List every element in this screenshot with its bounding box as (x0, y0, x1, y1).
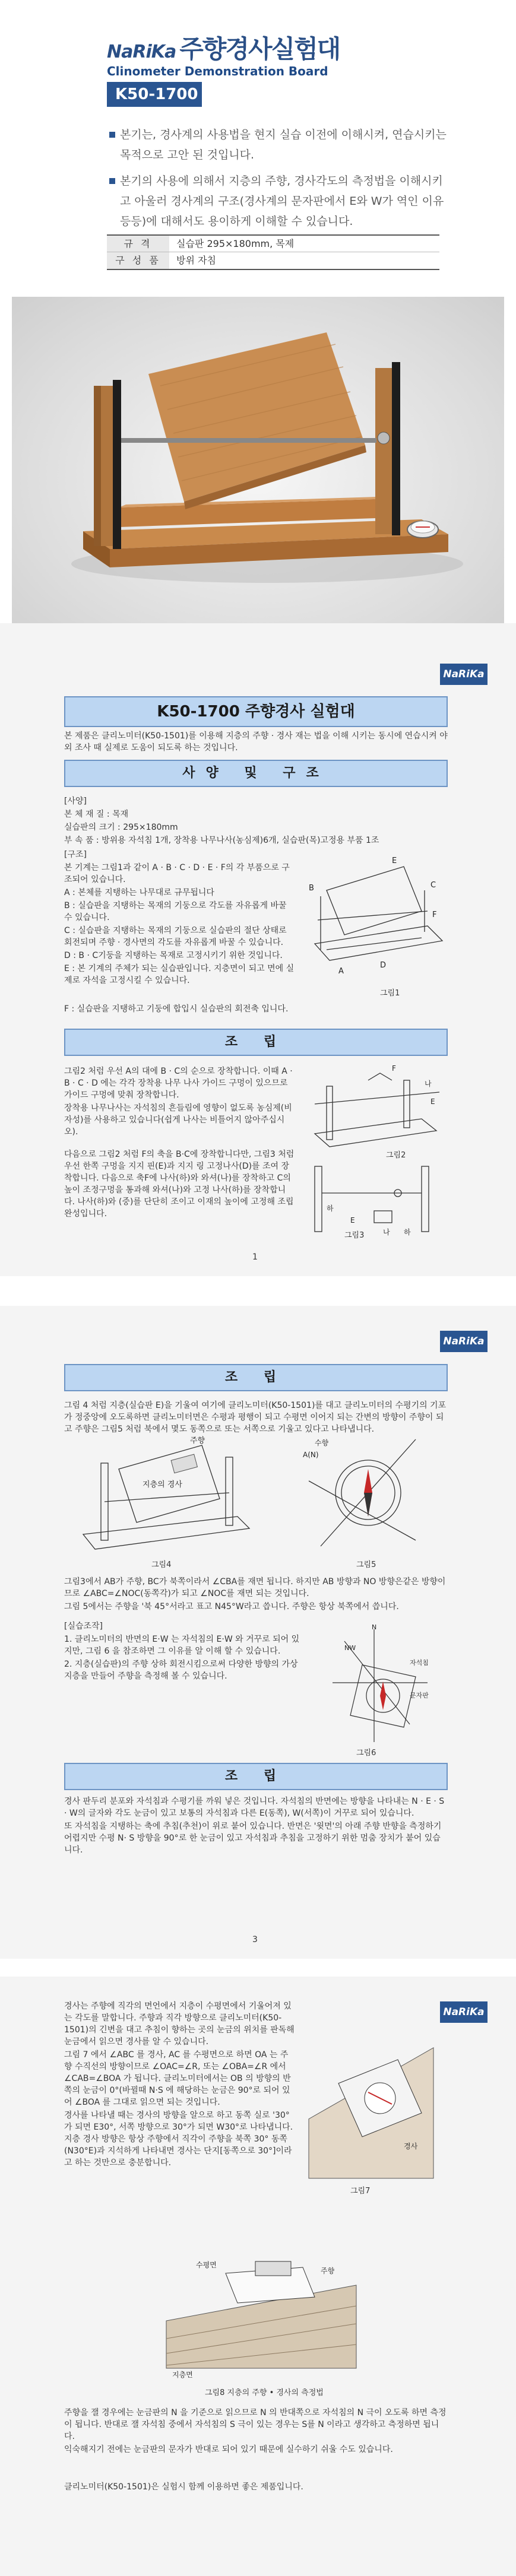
manual-page-3 (0, 1977, 516, 2576)
structure-heading: [구조] (64, 850, 87, 859)
structure-line: A : 본체를 지탱하는 나무대로 규무됩니다 (64, 888, 214, 897)
figure-8-label-strike: 주향 (321, 2267, 335, 2275)
section-heading-assembly: 조 립 (64, 1364, 448, 1391)
svg-text:하: 하 (404, 1228, 411, 1236)
assembly-line: 그림2 처럼 우선 A의 대에 B · C의 순으로 장착합니다. 이때 A · B · C · D 에는 각각 장착용 나무 나사 가이드 구멍이 있으므로 가이드 구멍에 맞춰 장착합니다. (64, 1067, 293, 1100)
svg-text:나: 나 (425, 1080, 432, 1088)
figure-1-caption: 그림1 (380, 989, 400, 998)
figure-6-label-dial: 문자판 (410, 1692, 429, 1699)
assembly-line: 경사 판두리 분포와 자석침과 수평기를 까워 넣은 것입니다. 자석침의 반면에는 방향을 나타내는 N · E · S · W의 글자와 각도 눈금이 있고 보통의 자석침과 다른 E(동쪽), W(서쪽)이 거꾸로 되어 있습니다. (64, 1797, 445, 1818)
spec-row (107, 236, 439, 252)
page-number: 1 (252, 1252, 258, 1262)
svg-text:하: 하 (327, 1204, 334, 1213)
svg-text:E: E (392, 856, 397, 865)
spec-line: 본 체 재 질 : 목재 (64, 810, 129, 819)
page3-footer-note: 클리노미터(K50-1501)은 실험시 함께 이용하면 좋은 제품입니다. (64, 2482, 303, 2492)
structure-line-f: F : 실습판을 지탱하고 기둥에 합입시 실습판의 회전축 입니다. (64, 1004, 289, 1014)
page2-assembly-text (64, 1795, 448, 1857)
figure-6-label-needle: 자석침 (410, 1659, 429, 1667)
practice-heading: [실습조작] (64, 1622, 103, 1631)
assembly-line: 다음으로 그림2 처럼 F의 축을 B·C에 장착합니다만, 그림3 처럼 우선 한쪽 구멍을 지지 핀(E)과 지지 링 고정나사(D)를 조여 장착합니다. 다음으로 축F에 나사(하)와 와셔(나)를 장착하고 C의 높이 조정구멍을 통과해 와셔(나)와 고정 나사(하)를 장착합니다. 나사(하)와 (중)를 단단히 조이고 이재의 높이에 고정해 조립 완성입니다. (64, 1150, 295, 1219)
assembly-line: 또 자석침을 지탱하는 축에 추침(추천)이 위로 붙어 있습니다. 반면은 '윗면'의 아래 주향 반향을 측정하기 어렵지만 수평 N· S 방향을 90°로 한 눈금이 있고 자석침과 추침을 고정하기 위한 멈춤 장치가 붙어 있습니다. (64, 1822, 442, 1855)
figure-2-diagram (303, 1062, 445, 1151)
body-line: 경사는 주향에 직각의 면언에서 지층이 수평면에서 기울어져 있는 각도를 말합니다. 주향과 직각 방향으로 클리노미터(K50-1501)의 긴변을 대고 추침이 향하는 곳의 눈금의 위치를 판독해 눈금에서 읽으면 경사를 알 수 있습니다. (64, 2001, 295, 2047)
figure-5-label-a: A(N) (303, 1451, 319, 1459)
page3-closing-text (64, 2407, 448, 2457)
figure-6-label-nw: NW (344, 1644, 356, 1652)
assembly-text-2 (64, 1149, 296, 1221)
spec-row (107, 252, 439, 269)
intro-item: 본기의 사용에 의해서 지층의 주향, 경사각도의 측정법을 이해시키고 아울러 경사계의 구조(경사계의 문자판에서 E와 W가 역인 이유 등등)에 대해서도 용이하게 이해할 수 있습니다. (107, 171, 451, 231)
narika-tab: NaRiKa (440, 664, 487, 685)
spec-key: 규 격 (107, 236, 169, 252)
figure-8-diagram (160, 2250, 362, 2380)
figure-3-diagram (303, 1160, 445, 1238)
model-badge: K50-1700 (107, 82, 202, 107)
figure-6-caption: 그림6 (356, 1749, 376, 1757)
spec-value: 실습판 295×180mm, 목제 (176, 238, 295, 249)
svg-text:F: F (392, 1064, 396, 1073)
intro-item: 본기는, 경사계의 사용법을 현지 실습 이전에 이해시켜, 연습시키는 목적으로 고안 된 것입니다. (107, 125, 451, 165)
section-heading-assembly-2: 조 립 (64, 1763, 448, 1790)
figure-5-caption: 그림5 (356, 1560, 376, 1569)
product-photo (12, 297, 504, 623)
page2-lead: 그림 4 처럼 지층(실습판 E)을 기울여 여기에 클리노미터(K50-1501)를 대고 클리노미터의 수평기의 기포가 정중앙에 오도록하면 클리노미터면은 수평과 평행이 되고 수평면 이어지 되는 간변의 방향이 주향이 되고 주향은 그림5 처럼 북에서 몇도 동쪽으로 또는 서쪽으로 기울고 있다고 나타냅니다. (64, 1401, 447, 1434)
assembly-text-1 (64, 1065, 296, 1139)
spec-line: 부 속 품 : 방위용 자석침 1개, 장착용 나무나사(농심제)6개, 실습판(목)고정용 부품 1조 (64, 836, 379, 845)
product-header (0, 0, 516, 303)
structure-line: C : 실습판을 지탱하는 목재의 기둥으로 실습판의 절단 상태로 회전되며 주향 · 경사면의 각도를 자유롭게 바꿀 수 있습니다. (64, 926, 287, 947)
svg-text:E: E (430, 1097, 435, 1106)
figure-7-diagram (303, 2030, 439, 2184)
figure-4-label-dip: 지층의 경사 (143, 1480, 182, 1489)
figure-1-diagram (303, 855, 445, 991)
manual-title: K50-1700 주향경사 실험대 (64, 696, 448, 727)
closing-line: 익숙해지기 전에는 눈금판의 문자가 반대로 되어 있기 때문에 실수하기 쉬울 수도 있습니다. (64, 2445, 393, 2454)
page3-body-text (64, 2000, 296, 2170)
svg-text:A: A (338, 967, 344, 976)
spec-value: 방위 자침 (176, 255, 216, 266)
structure-line: E : 본 기계의 주체가 되는 실습판입니다. 지층면이 되고 면에 실제로 자석을 고정시킬 수 있습니다. (64, 964, 295, 985)
brand-logo: NaRiKa (107, 42, 176, 62)
figure-6-label-n: N (372, 1623, 377, 1631)
assembly-line: 장착용 나무나사는 자석침의 흔들림에 영향이 없도록 농심제(비자성)를 사용하고 있습니다(쉽게 나사는 비틀어지 않아주십시오). (64, 1103, 292, 1137)
practice-line: 2. 지층(실습판)의 주향 상하 회전시킴으로써 다양한 방향의 가상 지층을 만들어 주향을 측정해 볼 수 있습니다. (64, 1660, 298, 1681)
figure-5-diagram (297, 1427, 428, 1558)
figure-3-caption: 그림3 (344, 1231, 365, 1240)
clinometer-board-illustration (12, 297, 504, 623)
figure-4-label-strike: 주향 (190, 1436, 205, 1445)
structure-line: 본 기계는 그림1과 같이 A · B · C · D · E · F의 각 부품으로 구조되어 있습니다. (64, 863, 290, 884)
product-english-title: Clinometer Demonstration Board (107, 64, 328, 78)
section-heading-spec: 사양 및 구조 (64, 760, 448, 787)
page2-mid-text (64, 1576, 448, 1614)
structure-line: D : B · C기둥을 지탱하는 목재로 고정시키기 위한 것입니다. (64, 951, 283, 960)
svg-text:B: B (309, 884, 314, 893)
product-korean-title: 주향경사실험대 (179, 34, 340, 64)
svg-text:E: E (350, 1216, 355, 1224)
manual-page-1 (0, 623, 516, 1276)
spec-table (107, 234, 439, 270)
figure-6-diagram (321, 1623, 439, 1745)
narika-tab: NaRiKa (440, 1331, 487, 1352)
manual-lead: 본 제품은 클리노미터(K50-1501)를 이용해 지층의 주향 · 경사 재는 법을 이해 시키는 동시에 연습시켜 야외 조사 때 실제로 도움이 되도록 하는 것입니다. (64, 731, 448, 753)
mid-line: 그림 5에서는 주향을 '북 45°서라고 표고 N45°W라고 씁니다. 주향은 항상 북쪽에서 씁니다. (64, 1602, 399, 1611)
manual-page-2 (0, 1306, 516, 1959)
structure-section (64, 849, 296, 988)
practice-line: 1. 클리노미터의 반면의 E·W 는 자석침의 E·W 와 거꾸로 되어 있지만, 그림 6 을 참조하면 그 이유를 알 이해 할 수 있습니다. (64, 1635, 300, 1656)
mid-line: 그림3에서 AB가 주향, BC가 북쪽이라서 ∠CBA를 재면 됩니다. 하지만 AB 방향과 NO 방향은같은 방향이므로 ∠ABC=∠NOC(동쪽각)가 되고 ∠NOC를 재면 되는 것입니다. (64, 1577, 446, 1598)
svg-text:D: D (380, 961, 387, 970)
figure-8-label-plane: 수평면 (196, 2261, 217, 2269)
figure-8-label-layer: 지층면 (172, 2371, 193, 2379)
body-line: 경사를 나타낼 때는 경사의 방향을 알으로 하고 동쪽 실로 '30°가 되면 E30°, 서쪽 방향으로 30°가 되면 W30°로 나타냅니다. 지층 경사 방향은 항상 주향에서 직각이 주향을 북쪽 30° 동쪽(N30°E)과 지석하게 나타내면 경사는 단지[동쪽으로 30°]이라고 하는 것만으로 충분합니다. (64, 2111, 293, 2168)
figure-2-caption: 그림2 (386, 1151, 406, 1160)
figure-4-diagram (71, 1433, 261, 1558)
svg-text:C: C (430, 881, 436, 890)
figure-5-label-strike: 수향 (315, 1439, 329, 1447)
figure-7-label-dip: 경사 (404, 2142, 418, 2150)
svg-text:F: F (432, 911, 437, 919)
page-number: 3 (252, 1935, 258, 1944)
spec-heading: [사양] (64, 797, 87, 806)
spec-key: 구 성 품 (107, 252, 169, 269)
svg-text:나: 나 (383, 1228, 390, 1236)
body-line: 그림 7 에서 ∠ABC 를 경사, AC 를 수평면으로 하면 OA 는 주향 수직선의 방향이므로 ∠OAC=∠R, 또는 ∠OBA=∠R 에서 ∠CAB=∠BOA 가 됩니다. 클리노미터에서는 OB 의 방향의 반쪽의 눈금이 0°(바뀔때 N·S 에 해당하는 눈금은 90°로 되어 있어 ∠BOA 를 그대로 읽으면 되는 것입니다. (64, 2050, 291, 2107)
closing-line: 주향을 잴 경우에는 눈금판의 N 을 기준으로 읽으므로 N 의 반대쪽으로 자석침의 N 극이 오도록 하면 측정이 됩니다. 반대로 잴 자석침 중에서 자석침의 S 극이 있는 경우는 S를 N 이라고 생각하고 측정하면 됩니다. (64, 2408, 447, 2441)
intro-list (107, 125, 451, 237)
section-heading-assembly: 조 립 (64, 1029, 448, 1056)
structure-line: B : 실습판을 지탱하는 목재의 기둥으로 각도를 자유롭게 바꿀 수 있습니다. (64, 901, 287, 922)
spec-line: 실습판의 크기 : 295×180mm (64, 823, 178, 832)
figure-7-caption: 그림7 (350, 2187, 371, 2196)
figure-8-caption: 그림8 지층의 주향 • 경사의 측정법 (205, 2388, 324, 2397)
spec-section (64, 795, 448, 848)
narika-tab: NaRiKa (440, 2001, 487, 2023)
practice-section (64, 1620, 302, 1683)
figure-4-caption: 그림4 (151, 1560, 172, 1569)
brand-title (107, 30, 340, 65)
